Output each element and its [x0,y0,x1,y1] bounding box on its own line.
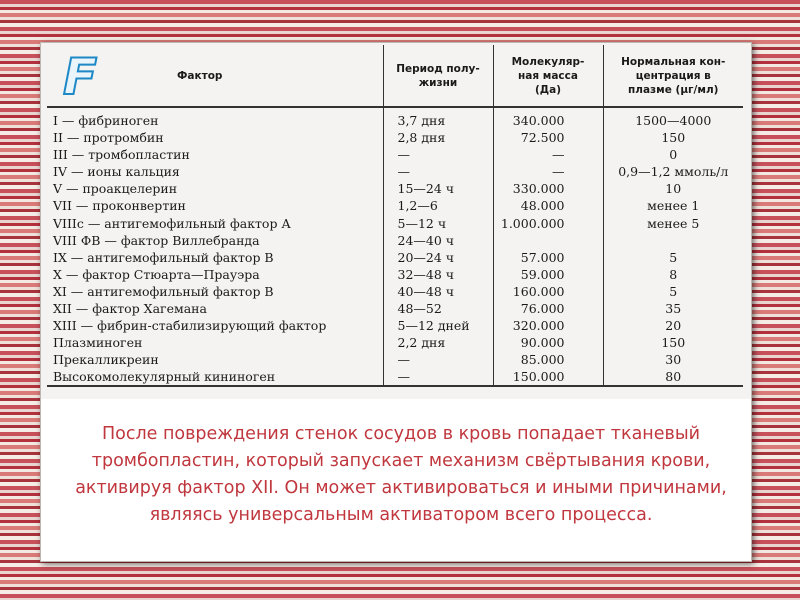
concentration-cell [603,232,743,249]
factor-cell: VIII ФВ — фактор Виллебранда [53,232,260,248]
concentration-cell: 35 [603,300,743,317]
half-life-cell: 32—48 ч [383,266,493,283]
molecular-mass-cell: 59.000 [493,266,603,283]
half-life-cell: 5—12 ч [383,214,493,231]
table-row [47,180,743,197]
table-row [47,214,743,231]
table-row [47,197,743,214]
table-row [47,107,743,129]
table-row [47,317,743,334]
concentration-cell: 20 [603,317,743,334]
molecular-mass-cell: 1.000.000 [493,214,603,231]
molecular-mass-cell: 150.000 [493,368,603,386]
table-row [47,249,743,266]
molecular-mass-cell: 76.000 [493,300,603,317]
factor-cell: VIIIc — антигемофильный фактор А [53,215,291,231]
table-row [47,283,743,300]
concentration-cell: 150 [603,334,743,351]
concentration-cell: 5 [603,249,743,266]
factor-cell: V — проакцелерин [53,181,178,197]
factor-cell: Высокомолекулярный кининоген [47,368,383,386]
table-row [47,163,743,180]
table-row [47,232,743,249]
half-life-cell: 3,7 дня [383,107,493,129]
caption-text: После повреждения стенок сосудов в кровь попадает тканевый тромбопластин, который запускает механизм свёртывания крови, активируя фактор XII. Он может активироваться и иными причинами, являясь универсальным активатором всего процесса. [75,424,727,525]
concentration-cell: 0 [603,146,743,163]
molecular-mass-cell: 320.000 [493,317,603,334]
factor-cell: Плазминоген [53,335,143,351]
molecular-mass-cell: — [493,163,603,180]
molecular-mass-cell: 72.500 [493,129,603,146]
table-row [47,351,743,368]
factor-cell: III — тромбопластин [53,147,190,163]
molecular-mass-cell: — [493,146,603,163]
molecular-mass-cell: 48.000 [493,197,603,214]
molecular-mass-cell: 85.000 [493,351,603,368]
concentration-cell: 30 [603,351,743,368]
header-text: Период полу- жизни [396,62,480,89]
factor-cell: IV — ионы кальция [53,164,180,180]
half-life-cell: — [383,368,493,386]
header-text: Молекуляр- ная масса (Да) [511,55,585,96]
molecular-mass-cell: 340.000 [493,107,603,129]
table-row [47,146,743,163]
half-life-cell: — [383,351,493,368]
table-row [47,129,743,146]
header-molecular-mass [493,45,603,107]
half-life-cell: 1,2—6 [383,197,493,214]
half-life-cell: 2,8 дня [383,129,493,146]
header-half-life [383,45,493,107]
factor-cell: XIII — фибрин-стабилизирующий фактор [53,318,327,334]
factor-cell: IX — антигемофильный фактор В [53,249,274,265]
molecular-mass-cell: 160.000 [493,283,603,300]
table-header-row [47,45,743,107]
molecular-mass-cell [493,232,603,249]
concentration-cell: менее 1 [603,197,743,214]
coagulation-factors-table [47,45,743,387]
concentration-cell: 80 [603,368,743,386]
half-life-cell: 24—40 ч [383,232,493,249]
table-row [47,368,743,386]
header-factor: Фактор [47,45,383,107]
half-life-cell: 5—12 дней [383,317,493,334]
header-text: Нормальная кон- центрация в плазме (μг/мл) [621,55,726,96]
half-life-cell: — [383,163,493,180]
factor-cell: I — фибриноген [53,113,159,128]
factor-cell: XI — антигемофильный фактор В [53,283,274,299]
concentration-cell: менее 5 [603,214,743,231]
logo-f-icon: F [63,48,98,106]
factor-cell: X — фактор Стюарта—Прауэра [53,266,260,282]
half-life-cell: 15—24 ч [383,180,493,197]
half-life-cell: 48—52 [383,300,493,317]
factor-cell: II — протромбин [53,130,164,146]
half-life-cell: 20—24 ч [383,249,493,266]
factor-cell: Прекалликреин [53,352,159,368]
concentration-cell: 10 [603,180,743,197]
table-row [47,300,743,317]
scanned-table-image [41,43,752,399]
half-life-cell: 2,2 дня [383,334,493,351]
slide-card [40,42,752,562]
table-row [47,266,743,283]
concentration-cell: 5 [603,283,743,300]
half-life-cell: 40—48 ч [383,283,493,300]
half-life-cell: — [383,146,493,163]
header-normal-concentration [603,45,743,107]
concentration-cell: 0,9—1,2 ммоль/л [603,163,743,180]
concentration-cell: 1500—4000 [603,107,743,129]
molecular-mass-cell: 90.000 [493,334,603,351]
concentration-cell: 8 [603,266,743,283]
factor-cell: VII — проконвертин [53,198,186,214]
table-row [47,334,743,351]
molecular-mass-cell: 57.000 [493,249,603,266]
slide-caption [71,421,731,529]
factor-cell: XII — фактор Хагемана [53,300,207,316]
molecular-mass-cell: 330.000 [493,180,603,197]
concentration-cell: 150 [603,129,743,146]
